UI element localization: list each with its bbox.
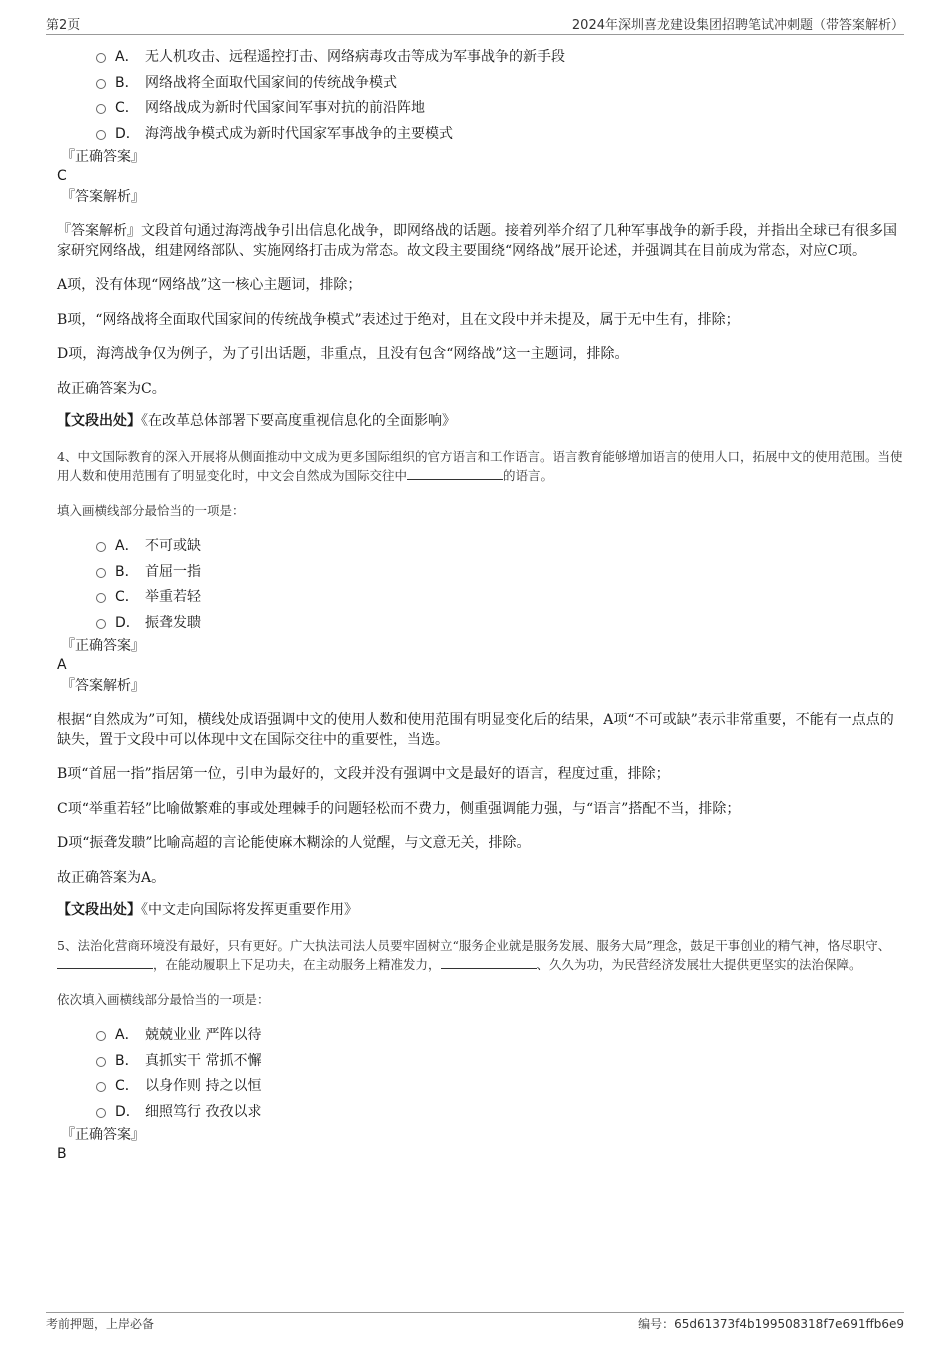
radio-icon[interactable] — [96, 542, 106, 552]
document-title: 2024年深圳喜龙建设集团招聘笔试冲刺题（带答案解析） — [571, 18, 904, 33]
radio-icon[interactable] — [96, 568, 106, 578]
radio-icon[interactable] — [96, 53, 106, 63]
footer-slogan: 考前押题，上岸必备 — [46, 1317, 155, 1331]
q4-analysis-p2: B项“首屈一指”指居第一位，引申为最好的，文段并没有强调中文是最好的语言，程度过重，排除； — [57, 766, 670, 782]
answer-blank-2 — [441, 956, 537, 969]
q3-answer: C — [57, 168, 67, 184]
radio-icon[interactable] — [96, 1057, 106, 1067]
q3-option-c[interactable]: C． 网络战成为新时代国家间军事对抗的前沿阵地 — [57, 96, 907, 122]
radio-icon[interactable] — [96, 1108, 106, 1118]
q3-option-a[interactable]: A． 无人机攻击、远程遥控打击、网络病毒攻击等成为军事战争的新手段 — [57, 45, 907, 71]
page-number: 第2页 — [46, 18, 81, 33]
q4-answer-label: 『正确答案』 — [61, 638, 145, 654]
page-footer — [46, 1312, 904, 1333]
q3-analysis-p2: A项，没有体现“网络战”这一核心主题词，排除； — [57, 277, 362, 293]
q3-analysis-p1: 『答案解析』文段首句通过海湾战争引出信息化战争，即网络战的话题。接着列举介绍了几种军事战争的新手段，并指出全球已有很多国家研究网络战，组建网络部队、实施网络打击成为常态。故文段主要围绕“网络战”展开论述，并强调其在目前成为常态，对应C项。 — [57, 223, 897, 259]
q3-analysis-p4: D项，海湾战争仅为例子，为了引出话题，非重点，且没有包含“网络战”这一主题词，排除。 — [57, 346, 629, 362]
radio-icon[interactable] — [96, 593, 106, 603]
answer-blank-1 — [57, 956, 153, 969]
q4-options — [57, 534, 907, 636]
q5-options — [57, 1023, 907, 1125]
q4-analysis-p3: C项“举重若轻”比喻做繁难的事或处理棘手的问题轻松而不费力，侧重强调能力强，与“语言”搭配不当，排除； — [57, 800, 741, 817]
q4-stem: 4、中文国际教育的深入开展将从侧面推动中文成为更多国际组织的官方语言和工作语言。语言教育能够增加语言的使用人口，拓展中文的使用范围。当使用人数和使用范围有了明显变化时，中文会自然成为国际交往中 的语言。 — [57, 449, 903, 483]
radio-icon[interactable] — [96, 130, 106, 140]
q4-analysis-label: 『答案解析』 — [61, 678, 145, 694]
q4-option-b[interactable]: B． 首屈一指 — [57, 560, 907, 586]
radio-icon[interactable] — [96, 104, 106, 114]
q5-option-c[interactable]: C． 以身作则 持之以恒 — [57, 1074, 907, 1100]
radio-icon[interactable] — [96, 79, 106, 89]
answer-blank — [407, 467, 503, 480]
q3-options — [57, 45, 907, 147]
q5-prompt: 依次填入画横线部分最恰当的一项是： — [57, 992, 270, 1007]
q5-option-a[interactable]: A． 兢兢业业 严阵以待 — [57, 1023, 907, 1049]
q4-prompt: 填入画横线部分最恰当的一项是： — [57, 503, 245, 518]
q4-analysis-p1: 根据“自然成为”可知，横线处成语强调中文的使用人数和使用范围有明显变化后的结果，A项“不可或缺”表示非常重要，不能有一点点的缺失，置于文段中可以体现中文在国际交往中的重要性，当选。 — [57, 712, 894, 748]
q5-answer-label: 『正确答案』 — [61, 1127, 145, 1143]
q4-option-d[interactable]: D． 振聋发聩 — [57, 611, 907, 637]
q4-source: 【文段出处】《中文走向国际将发挥更重要作用》 — [57, 902, 358, 918]
q3-option-b[interactable]: B． 网络战将全面取代国家间的传统战争模式 — [57, 71, 907, 97]
q3-analysis-p5: 故正确答案为C。 — [57, 380, 166, 397]
q5-answer: B — [57, 1146, 67, 1162]
q4-option-a[interactable]: A． 不可或缺 — [57, 534, 907, 560]
q3-option-d[interactable]: D． 海湾战争模式成为新时代国家军事战争的主要模式 — [57, 122, 907, 148]
q3-analysis-label: 『答案解析』 — [61, 189, 145, 205]
q5-option-b[interactable]: B． 真抓实干 常抓不懈 — [57, 1049, 907, 1075]
q5-option-d[interactable]: D． 细照笃行 孜孜以求 — [57, 1100, 907, 1126]
radio-icon[interactable] — [96, 619, 106, 629]
radio-icon[interactable] — [96, 1031, 106, 1041]
q4-analysis-p5: 故正确答案为A。 — [57, 869, 166, 886]
q3-analysis-p3: B项，“网络战将全面取代国家间的传统战争模式”表述过于绝对，且在文段中并未提及，属于无中生有，排除； — [57, 311, 740, 328]
q4-analysis-p4: D项“振聋发聩”比喻高超的言论能使麻木糊涂的人觉醒，与文意无关，排除。 — [57, 835, 531, 851]
page-content — [57, 44, 907, 1164]
q5-stem: 5、法治化营商环境没有最好，只有更好。广大执法司法人员要牢固树立“服务企业就是服务发展、服务大局”理念，鼓足干事创业的精气神，恪尽职守、，在能动履职上下足功夫，在主动服务上精准发力， 、久久为功，为民营经济发展壮大提供更坚实的法治保障。 — [57, 938, 891, 972]
page-header — [46, 14, 904, 35]
q4-answer: A — [57, 657, 67, 673]
document-id: 编号：65d61373f4b199508318f7e691ffb6e9 — [638, 1317, 904, 1331]
radio-icon[interactable] — [96, 1082, 106, 1092]
q3-answer-label: 『正确答案』 — [61, 149, 145, 165]
q3-source: 【文段出处】《在改革总体部署下要高度重视信息化的全面影响》 — [57, 413, 456, 429]
q4-option-c[interactable]: C． 举重若轻 — [57, 585, 907, 611]
